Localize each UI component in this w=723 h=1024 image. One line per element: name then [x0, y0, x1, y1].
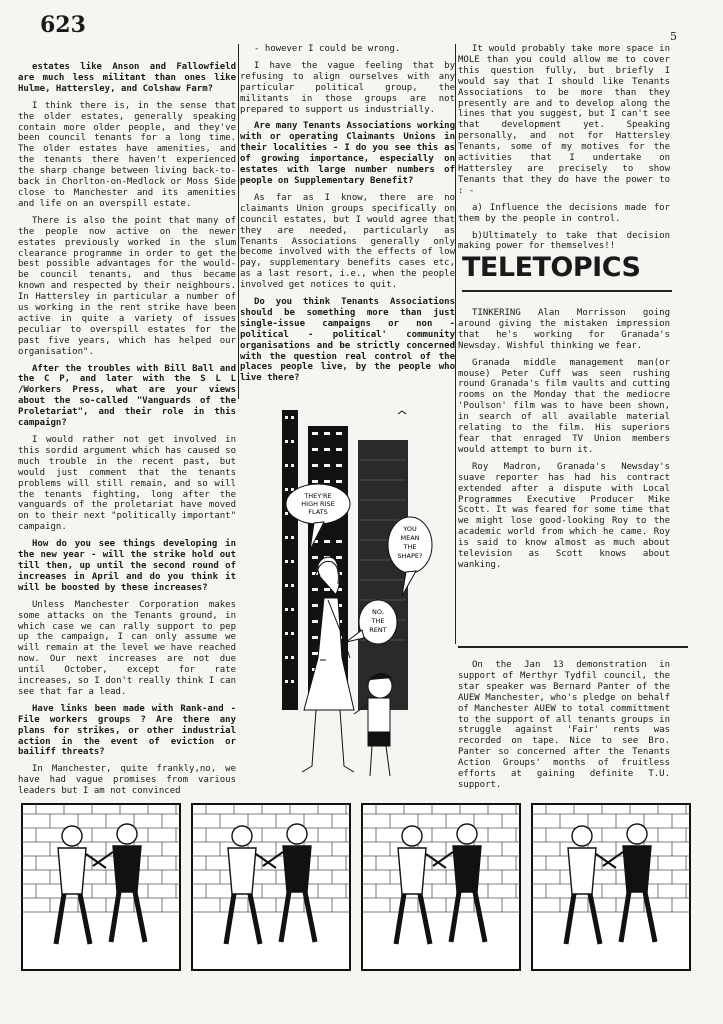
- column-divider: [238, 44, 239, 399]
- bubble1-line2: HIGH RISE: [301, 500, 335, 508]
- teletopics-headline: TELETOPICS: [462, 252, 641, 283]
- interview-question: Are many Tenants Associations working with or operating Claimants Unions in their localities - I do you see this as of growing importance, especially on estates with large number numbers of people on Supplementary Benefit?: [240, 121, 455, 186]
- interview-question: After the troubles with Bill Ball and the C P, and later with the S L L /Workers Press, what are your views about the so-called "Vanguards of the Proletariat", and their role in this campaign?: [18, 363, 236, 429]
- bubble2-line1: YOU: [403, 525, 417, 533]
- page-number-right: 5: [670, 30, 677, 43]
- bubble3-line1: NO,: [371, 608, 385, 616]
- paragraph: Roy Madron, Granada's Newsday's suave reporter has had his contract extended after a dispute with Local Programmes Executive Producer Mike Scott. It was feared for some time that we might lose good-looking Roy to the academic world from which he came. Roy is said to know almost as much about television as Scott knows about wanking.: [458, 461, 670, 570]
- headline-rule: [462, 290, 672, 292]
- paragraph: It would probably take more space in MOLE than you could allow me to cover this question fully, but briefly I would say that I should like Tenants Associations to be more than they presently are and to develop along the lines that you suggest, but I can't see that development yet. Speaking personally, and not for Hattersley Tenants, some of my motives for the activities that I undertake on Hattersley are precisely to show Tenants that they do have the power to : -: [458, 44, 670, 196]
- interview-question: Do you think Tenants Associations should be something more than just single-issue campaigns or non -political - political' community organisations and be strictly concerned with the question real control of the places people live, by the people who live there?: [240, 297, 455, 384]
- interview-question: How do you see things developing in the new year - will the strike hold out till then, up until the second round of increases in April and do you think it will be boosted by these increases?: [18, 539, 236, 593]
- bubble2-line3: THE: [403, 543, 417, 551]
- tower-block-right: [358, 440, 408, 710]
- section-rule: [458, 646, 688, 648]
- bubble3-line2: THE: [371, 617, 385, 625]
- high-rise-cartoon: [280, 400, 432, 790]
- comic-panel: [22, 804, 180, 970]
- paragraph: On the Jan 13 demonstration in support of Merthyr Tydfil council, the star speaker was Bernard Panter of the AUEW Manchester, who's pledge on behalf of Manchester AUEW to total committment to the support of all tenants groups in struggle against 'Fair' rents was recorded on tape. Nice to see Bro. Panter so concerned after the Tenants Action Groups' months of fruitless efforts at gaining definite T.U. support.: [458, 660, 670, 790]
- paragraph: a) Influence the decisions made for them by the people in control.: [458, 202, 670, 224]
- bubble2-line4: SHAPE?: [397, 552, 423, 560]
- comic-panel: [192, 804, 350, 970]
- paragraph: TINKERING Alan Morrisson going around giving the mistaken impression that he's working for Granada's Newsday. Wishful thinking we fear.: [458, 308, 670, 351]
- paragraph: There is also the point that many of the people now active on the newer estates previously worked in the slum clearance programme in order to get the best possible advantages for the would-be council tenants, and thus became known and respected by their neighbours. In Hattersley in particular a number of us working in the rent strike have been active in quite a variety of issues peculiar to overspill estates for the past five years, which has helped our organisation".: [18, 215, 236, 357]
- teletopics-column: [458, 308, 670, 638]
- paragraph: As far as I know, there are no claimants Union groups specifically on council estates, but I would agree that they are needed, particularly as Tenants Associations generally only become involved with the effects of low pay, supplementary benefits cases etc, as a last resort, i.e., when the people involved get notices to quit.: [240, 192, 455, 291]
- demonstration-report: [458, 660, 670, 800]
- paragraph: I would rather not get involved in this sordid argument which has caused so much trouble in the recent past, but would just comment that the tenants problems will still remain, and so will the tenants fighting, long after the vanguards of the proletariat have moved on to their next "politically important" campaign.: [18, 435, 236, 533]
- interview-question: estates like Anson and Fallowfield are much less militant than ones like Hulme, Hattersley, and Colshaw Farm?: [18, 62, 236, 94]
- comic-strip: [18, 802, 698, 974]
- bubble3-line3: RENT: [369, 626, 387, 634]
- page-number-left: 623: [40, 12, 86, 38]
- paragraph: Unless Manchester Corporation makes some attacks on the Tenants ground, in which case we can rally support to pep up the campaign, I can only assume we will remain at the level we have reached now. Our next increases are not due until October, except for rate increases, so I don't really think I can see that far a lead.: [18, 599, 236, 697]
- comic-panel: [532, 804, 690, 970]
- bubble1-line3: FLATS: [308, 508, 328, 516]
- column-interview-3: [458, 44, 670, 252]
- comic-panel: [362, 804, 520, 970]
- paragraph: Granada middle management man(or mouse) Peter Cuff was seen rushing round Granada's film vaults and cutting rooms on the Monday that the mediocre 'Poulson' film was to have been shown, in search of all available material relating to the film. His superiors fear that enraged TV Union members would attempt to burn it.: [458, 357, 670, 455]
- bubble1-line1: THEY'RE: [304, 492, 332, 500]
- column-divider: [455, 44, 456, 644]
- column-interview-2: [240, 44, 455, 399]
- paragraph: b)Ultimately to take that decision making power for themselves!!: [458, 230, 670, 252]
- paragraph: I have the vague feeling that by refusing to align ourselves with any particular political group, the militants in those groups are not prepared to support us industrially.: [240, 60, 455, 115]
- paragraph: I think there is, in the sense that the older estates, generally speaking contain more older people, and they've been council tenants for a long time. The older estates have amenities, and the tenants there haven't experienced the sharp change between living back-to-back in Chorlton-on-Medlock or Moss Side close to Manchester and its amenities and life on an overspill estate.: [18, 100, 236, 209]
- paragraph: - however I could be wrong.: [254, 44, 401, 54]
- tower-block-left: [282, 410, 298, 710]
- column-interview-1: [18, 62, 236, 802]
- interview-question: Have links been made with Rank-and - File workers groups ? Are there any plans for strikes, or other industrial action in the event of eviction or bailiff threats?: [18, 703, 236, 758]
- bubble2-line2: MEAN: [400, 534, 420, 542]
- paragraph: In Manchester, quite frankly,no, we have had vague promises from various leaders but I am not convinced: [18, 764, 236, 797]
